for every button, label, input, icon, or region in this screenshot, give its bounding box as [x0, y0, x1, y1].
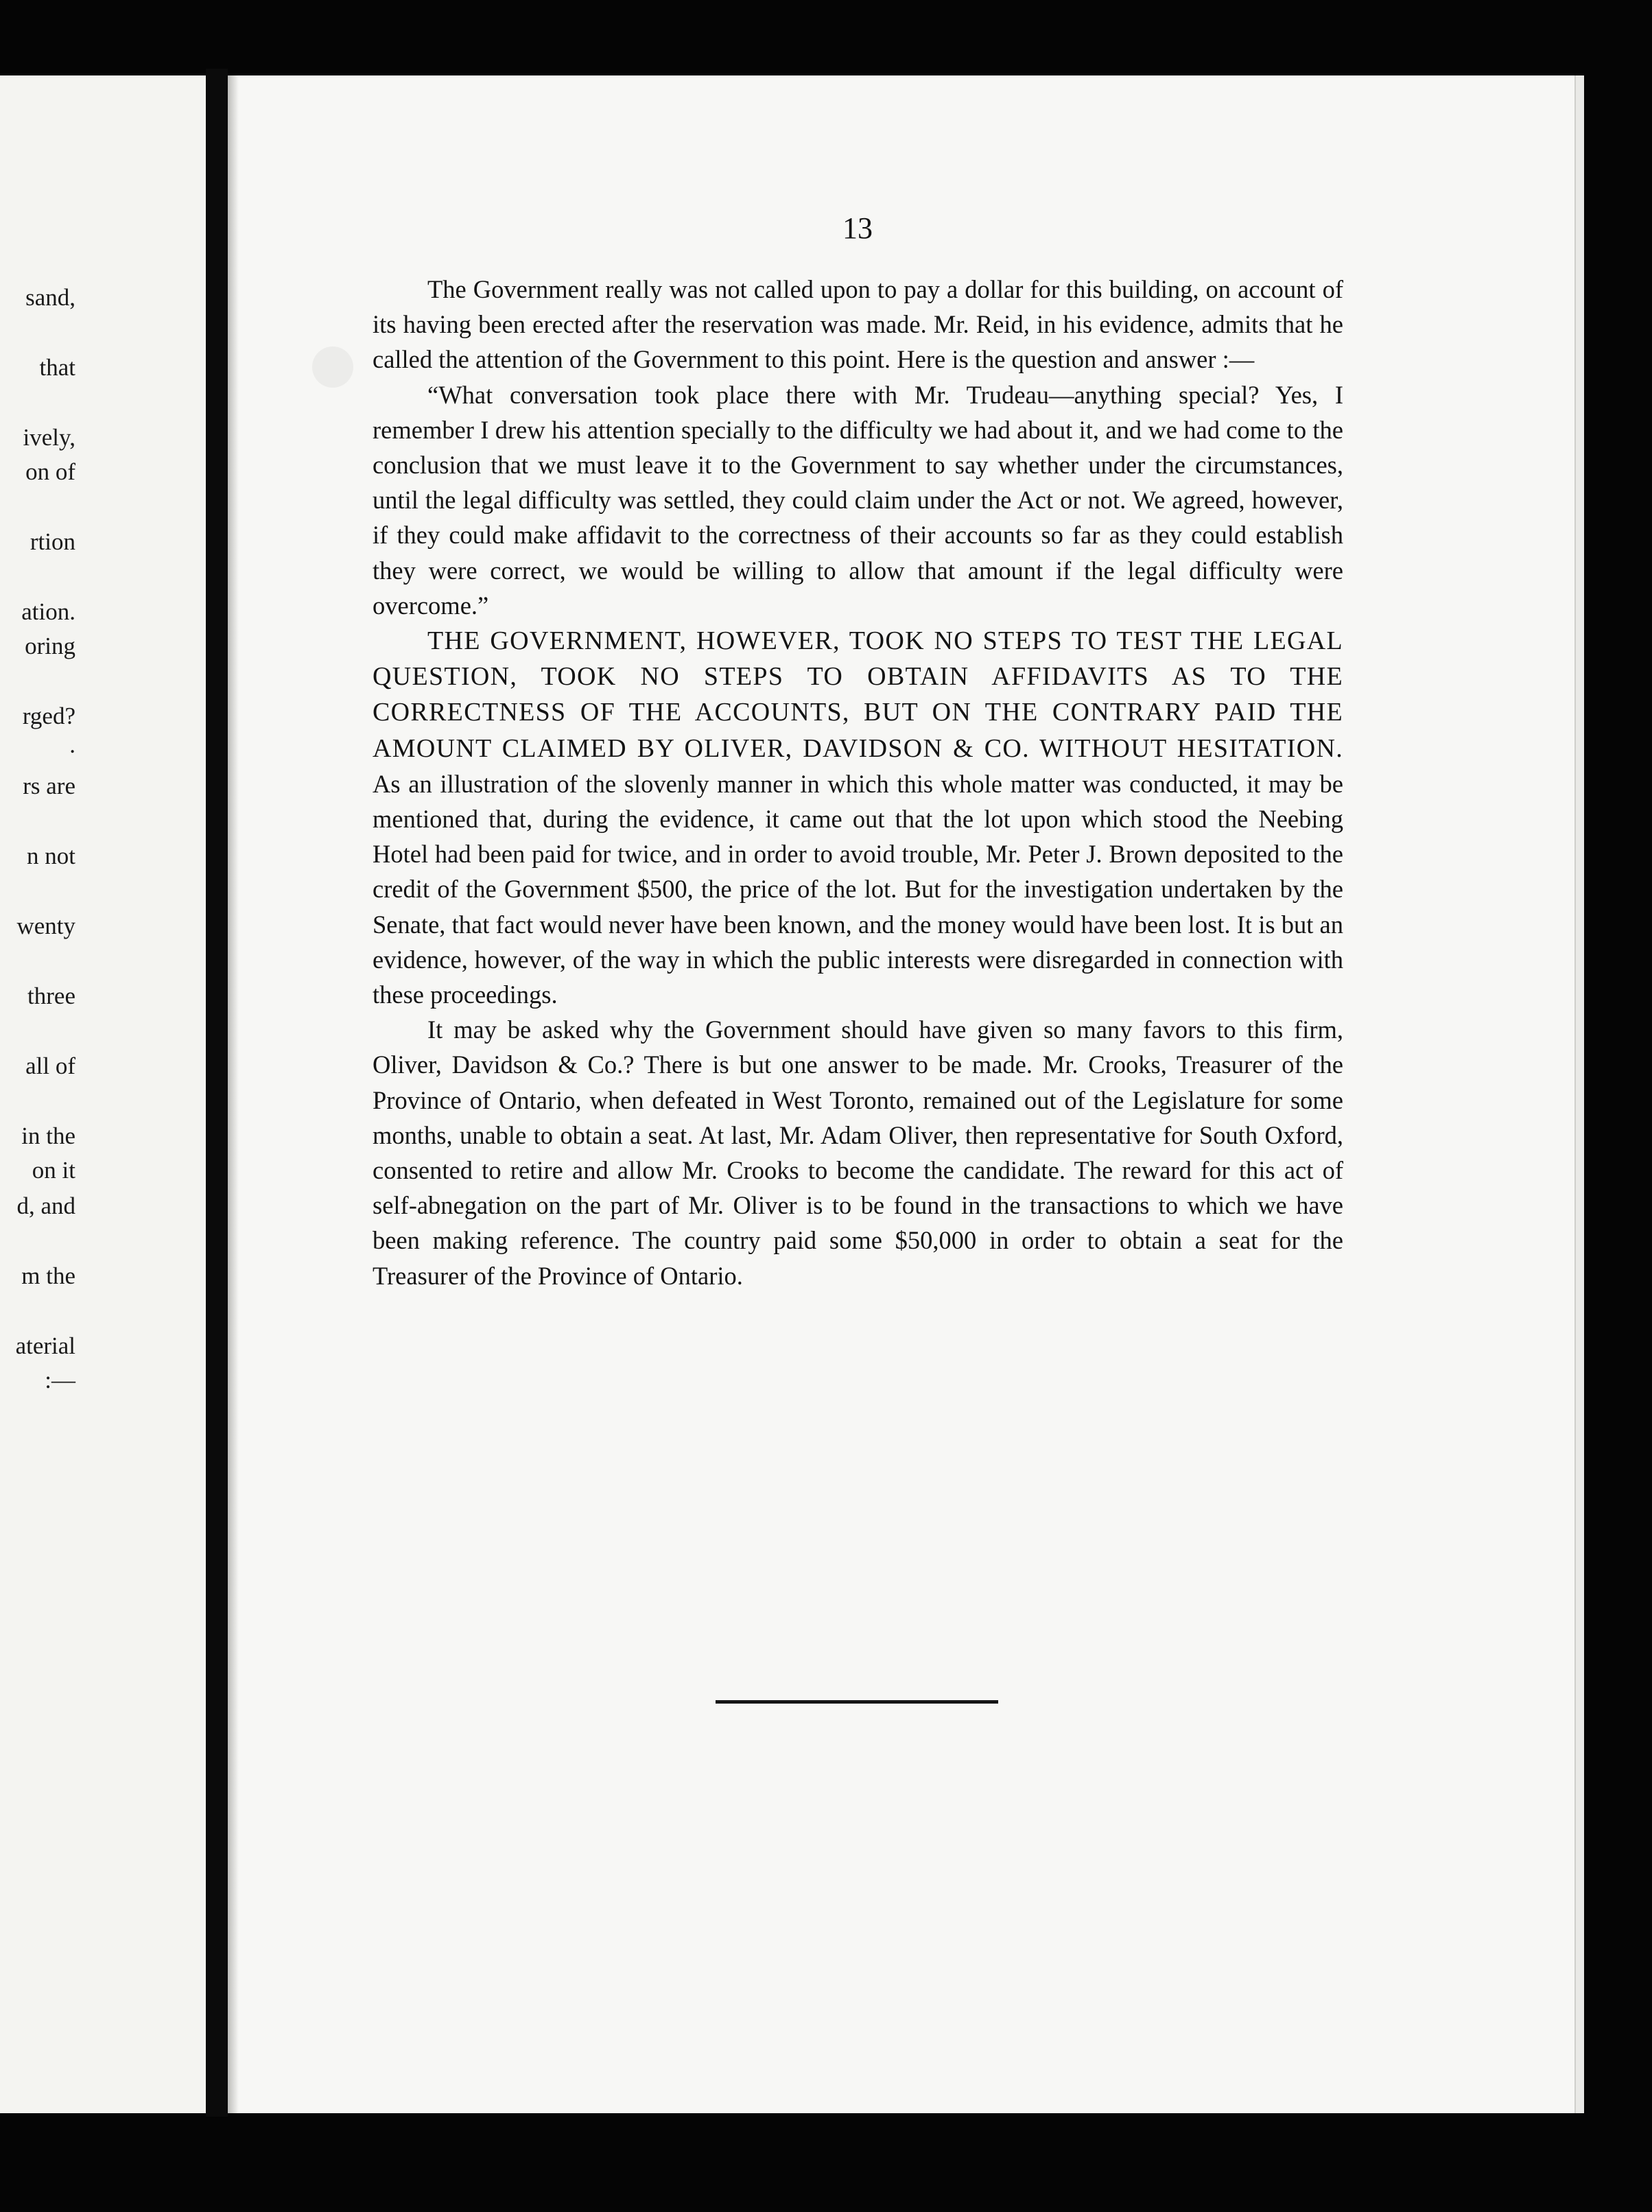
left-fragment: ation.	[21, 598, 75, 625]
body-text	[373, 272, 1343, 1293]
paragraph-3-capitals: THE GOVERNMENT, HOWEVER, TOOK NO STEPS TO TEST THE LEGAL QUESTION, TOOK NO STEPS TO OBTAIN AFFIDAVITS AS TO THE CORRECTNESS OF THE ACCOUNTS, BUT ON THE CONTRARY PAID THE AMOUNT CLAIMED BY OLIVER, DAVIDSON & CO. WITHOUT HESITATION.	[373, 626, 1343, 763]
left-fragment: rs are	[23, 773, 75, 799]
left-fragment: that	[39, 354, 75, 381]
paper-blemish	[312, 346, 353, 388]
left-fragment: m the	[21, 1262, 75, 1289]
left-fragment: three	[27, 983, 75, 1009]
left-fragment: :—	[45, 1367, 75, 1393]
left-fragment: .	[69, 731, 75, 758]
left-fragment: aterial	[15, 1332, 75, 1359]
book-gutter	[206, 69, 228, 2117]
page-number: 13	[842, 211, 873, 245]
left-page-text-fragments	[0, 75, 206, 2113]
paragraph-2-quotation: “What conversation took place there with Mr. Trudeau—anything special? Yes, I remember I drew his attention specially to the difficulty we had about it, and we had come to the conclusion that we must leave it to the Government to say whether under the circumstances, until the legal difficulty was settled, they could claim under the Act or not. We agreed, however, if they could make affidavit to the correctness of their accounts so far as they could establish they were correct, we would be willing to allow that amount if the legal difficulty were overcome.”	[373, 380, 1343, 620]
paragraph-4: It may be asked why the Government should have given so many favors to this firm, Oliver, Davidson & Co.? There is but one answer to be made. Mr. Crooks, Treasurer of the Province of Ontario, when defeated in West Toronto, remained out of the Legislature for some months, unable to obtain a seat. At last, Mr. Adam Oliver, then representative for South Oxford, consented to retire and allow Mr. Crooks to become the candidate. The reward for this act of self-abnegation on the part of Mr. Oliver is to be found in the transactions to which we have been making reference. The country paid some $50,000 in order to obtain a seat for the Treasurer of the Province of Ontario.	[373, 1015, 1343, 1290]
left-fragment: sand,	[25, 284, 75, 311]
paragraph-1: The Government really was not called upon to pay a dollar for this building, on account of its having been erected after the reservation was made. Mr. Reid, in his evidence, admits that he called the attention of the Government to this point. Here is the question and answer :—	[373, 275, 1343, 374]
left-fragment: oring	[25, 633, 75, 659]
left-fragment: d, and	[16, 1192, 75, 1219]
left-facing-page	[0, 75, 206, 2113]
left-fragment: rged?	[22, 703, 75, 729]
left-fragment: ively,	[23, 424, 75, 451]
end-rule-divider	[716, 1700, 998, 1704]
paragraph-3	[373, 623, 1343, 1012]
left-fragment: all of	[25, 1052, 75, 1079]
gutter-shadow	[228, 75, 239, 2113]
left-fragment: n not	[27, 843, 75, 869]
left-fragment: on it	[32, 1157, 75, 1184]
left-fragment: in the	[21, 1122, 75, 1149]
left-fragment: wenty	[16, 913, 75, 939]
left-fragment: on of	[25, 458, 75, 485]
left-fragment: rtion	[30, 528, 75, 555]
right-page-edge	[1574, 75, 1584, 2113]
paragraph-3-continuation: As an illustration of the slovenly manner in which this whole matter was conducted, it may be mentioned that, during the evidence, it came out that the lot upon which stood the Neebing Hotel had been paid for twice, and in order to avoid trouble, Mr. Peter J. Brown deposited to the credit of the Government $500, the price of the lot. But for the investigation undertaken by the Senate, that fact would never have been known, and the money would have been lost. It is but an evidence, however, of the way in which the public interests were disregarded in connection with these proceedings.	[373, 769, 1343, 1009]
